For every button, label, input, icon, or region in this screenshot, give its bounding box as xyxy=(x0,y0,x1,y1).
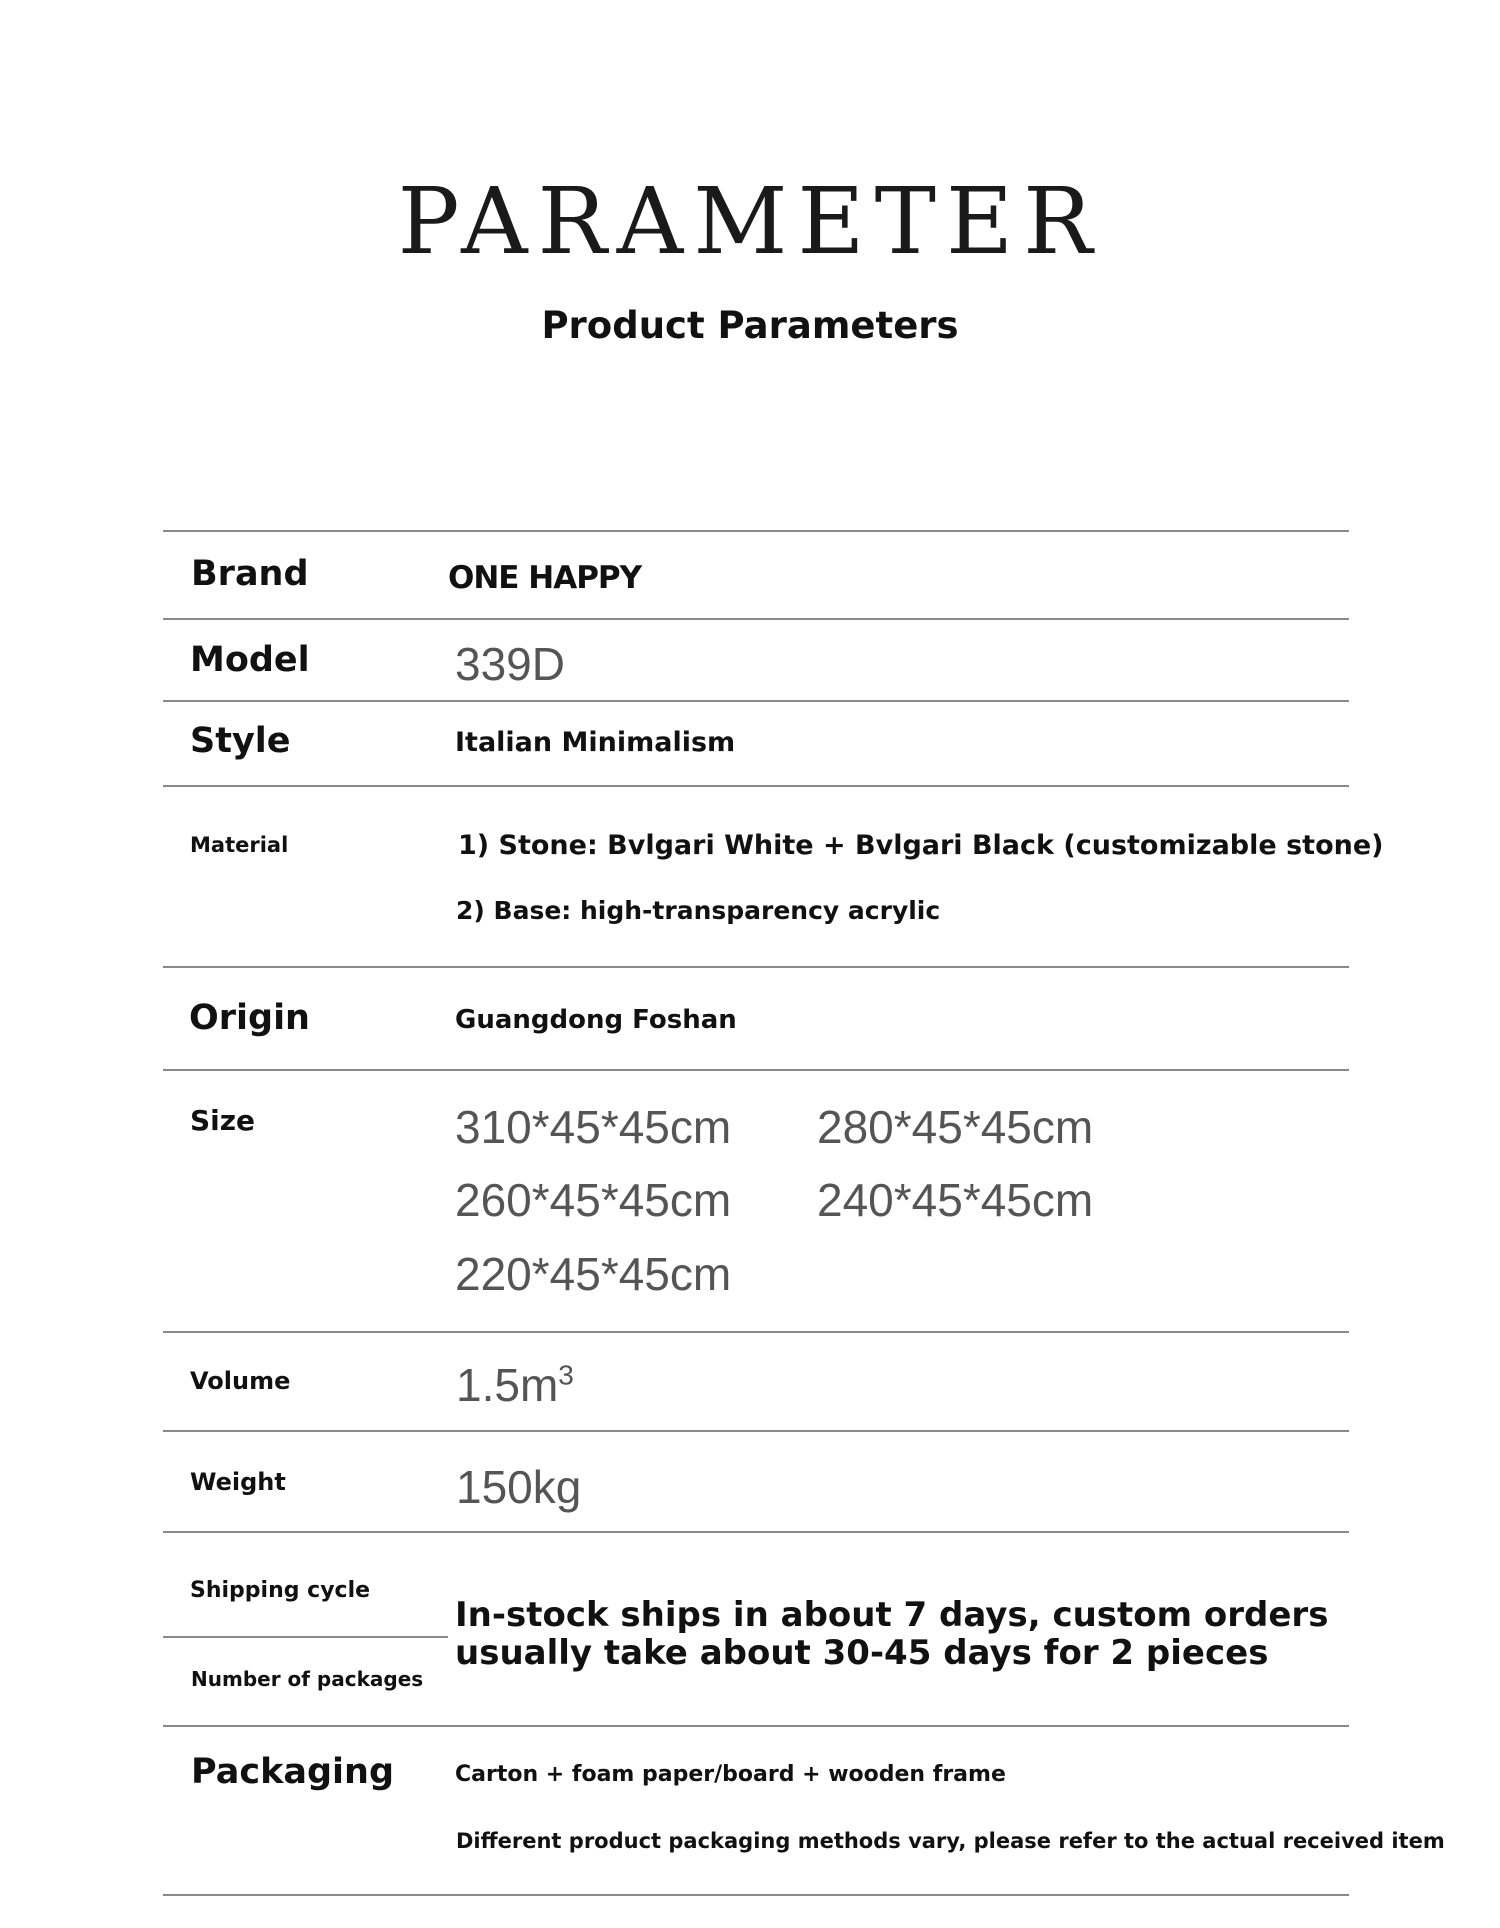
row-divider xyxy=(163,618,1349,620)
table-bottom-rule xyxy=(163,1894,1349,1896)
model-label: Model xyxy=(190,640,310,680)
row-divider-short xyxy=(163,1636,448,1638)
row-divider xyxy=(163,1725,1349,1727)
row-divider xyxy=(163,1069,1349,1071)
volume-label: Volume xyxy=(190,1367,291,1395)
size-value: 310*45*45cm xyxy=(455,1101,732,1153)
row-divider xyxy=(163,1531,1349,1533)
row-divider xyxy=(163,700,1349,702)
style-value: Italian Minimalism xyxy=(455,727,736,758)
material-value-line: 1) Stone: Bvlgari White + Bvlgari Black (customizable stone) xyxy=(458,830,1384,861)
packaging-label: Packaging xyxy=(191,1752,394,1792)
size-value: 260*45*45cm xyxy=(455,1174,732,1226)
page-hero-title: PARAMETER xyxy=(397,168,1103,275)
size-value: 240*45*45cm xyxy=(817,1174,1094,1226)
row-divider xyxy=(163,1430,1349,1432)
number-of-packages-label: Number of packages xyxy=(191,1667,424,1691)
shipping-cycle-value: In-stock ships in about 7 days, custom orders usually take about 30-45 days for 2 pieces xyxy=(455,1595,1329,1673)
weight-label: Weight xyxy=(190,1468,286,1496)
page-subtitle: Product Parameters xyxy=(541,304,959,347)
row-divider xyxy=(163,966,1349,968)
material-label: Material xyxy=(190,833,289,857)
origin-label: Origin xyxy=(189,998,310,1038)
size-value: 220*45*45cm xyxy=(455,1248,732,1300)
row-divider xyxy=(163,1331,1349,1333)
volume-value: $1.5m^3$ xyxy=(456,1359,574,1411)
row-divider xyxy=(163,785,1349,787)
brand-label: Brand xyxy=(191,554,309,594)
origin-value: Guangdong Foshan xyxy=(455,1005,737,1035)
style-label: Style xyxy=(190,721,291,761)
size-value: 280*45*45cm xyxy=(817,1101,1094,1153)
packaging-value-line: Different product packaging methods vary, please refer to the actual received item xyxy=(456,1829,1445,1853)
brand-value: ONE HAPPY xyxy=(448,560,642,596)
size-label: Size xyxy=(190,1104,256,1137)
weight-value: 150kg xyxy=(456,1461,582,1513)
model-value: 339D xyxy=(455,638,565,690)
material-value-line: 2) Base: high-transparency acrylic xyxy=(456,896,941,925)
table-top-rule xyxy=(163,530,1349,532)
packaging-value-line: Carton + foam paper/board + wooden frame xyxy=(455,1762,1006,1787)
volume-unit-exponent: 3 xyxy=(558,1359,574,1391)
shipping-cycle-label: Shipping cycle xyxy=(190,1578,371,1603)
